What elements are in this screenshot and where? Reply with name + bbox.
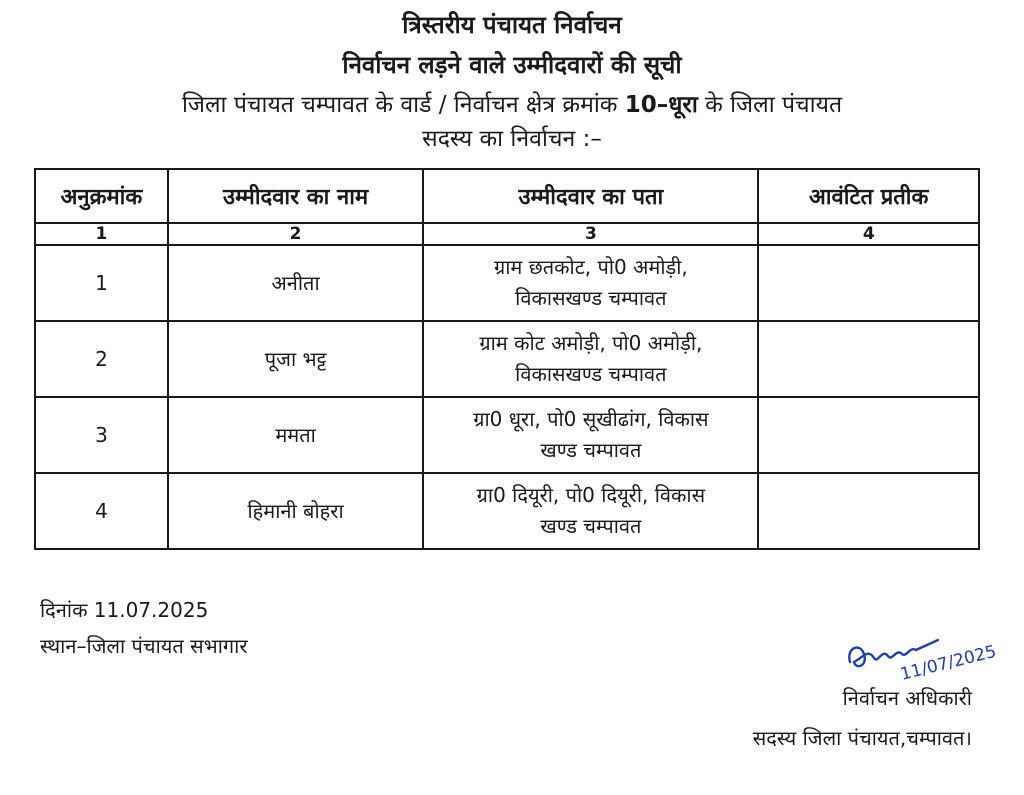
address-cell bbox=[423, 321, 758, 397]
officer-organization: सदस्य जिला पंचायत,चम्पावत। bbox=[752, 726, 972, 750]
symbol-cell bbox=[758, 397, 979, 473]
header-allotted-symbol: आवंटित प्रतीक bbox=[758, 169, 979, 223]
header-serial: अनुक्रमांक bbox=[35, 169, 168, 223]
document-date: दिनांक 11.07.2025 bbox=[40, 598, 209, 622]
address-line: खण्ड चम्पावत bbox=[540, 514, 642, 538]
column-number: 4 bbox=[758, 223, 979, 245]
address-cell bbox=[423, 397, 758, 473]
signature-date: 11/07/2025 bbox=[898, 641, 999, 685]
address-cell bbox=[423, 245, 758, 321]
column-number: 1 bbox=[35, 223, 168, 245]
serial-cell: 4 bbox=[35, 473, 168, 549]
officer-title: निर्वाचन अधिकारी bbox=[842, 686, 972, 710]
table-row bbox=[35, 245, 979, 321]
column-number: 3 bbox=[423, 223, 758, 245]
serial-cell: 2 bbox=[35, 321, 168, 397]
serial-cell: 1 bbox=[35, 245, 168, 321]
address-line: खण्ड चम्पावत bbox=[540, 438, 642, 462]
description-line2: सदस्य का निर्वाचन :– bbox=[422, 126, 602, 152]
candidates-table bbox=[34, 168, 980, 550]
name-cell: हिमानी बोहरा bbox=[168, 473, 423, 549]
address-line: ग्रा0 दियूरी, पो0 दियूरी, विकास bbox=[476, 483, 706, 507]
symbol-cell bbox=[758, 473, 979, 549]
description-text-post: के जिला पंचायत bbox=[697, 92, 843, 118]
table-row bbox=[35, 473, 979, 549]
address-line: विकासखण्ड चम्पावत bbox=[515, 286, 667, 310]
document-place: स्थान–जिला पंचायत सभागार bbox=[40, 634, 248, 658]
serial-cell: 3 bbox=[35, 397, 168, 473]
address-line: ग्राम कोट अमोड़ी, पो0 अमोड़ी, bbox=[479, 331, 703, 355]
name-cell: ममता bbox=[168, 397, 423, 473]
election-description bbox=[40, 88, 984, 156]
symbol-cell bbox=[758, 321, 979, 397]
ward-number: 10–धूरा bbox=[624, 92, 698, 118]
address-line: ग्राम छतकोट, पो0 अमोड़ी, bbox=[493, 255, 688, 279]
signature-icon bbox=[842, 618, 1002, 688]
header-candidate-name: उम्मीदवार का नाम bbox=[168, 169, 423, 223]
document-subtitle: निर्वाचन लड़ने वाले उम्मीदवारों की सूची bbox=[342, 51, 682, 79]
table-row bbox=[35, 321, 979, 397]
column-number: 2 bbox=[168, 223, 423, 245]
symbol-cell bbox=[758, 245, 979, 321]
description-text-pre: जिला पंचायत चम्पावत के वार्ड / निर्वाचन क्षेत्र क्रमांक bbox=[181, 92, 625, 118]
address-cell bbox=[423, 473, 758, 549]
address-line: विकासखण्ड चम्पावत bbox=[515, 362, 667, 386]
name-cell: पूजा भट्ट bbox=[168, 321, 423, 397]
address-line: ग्रा0 धूरा, पो0 सूखीढांग, विकास bbox=[473, 407, 709, 431]
name-cell: अनीता bbox=[168, 245, 423, 321]
table-header-row bbox=[35, 169, 979, 223]
document-title: त्रिस्तरीय पंचायत निर्वाचन bbox=[402, 11, 622, 39]
column-number-row bbox=[35, 223, 979, 245]
officer-signature bbox=[842, 618, 1002, 688]
header-candidate-address: उम्मीदवार का पता bbox=[423, 169, 758, 223]
table-row bbox=[35, 397, 979, 473]
